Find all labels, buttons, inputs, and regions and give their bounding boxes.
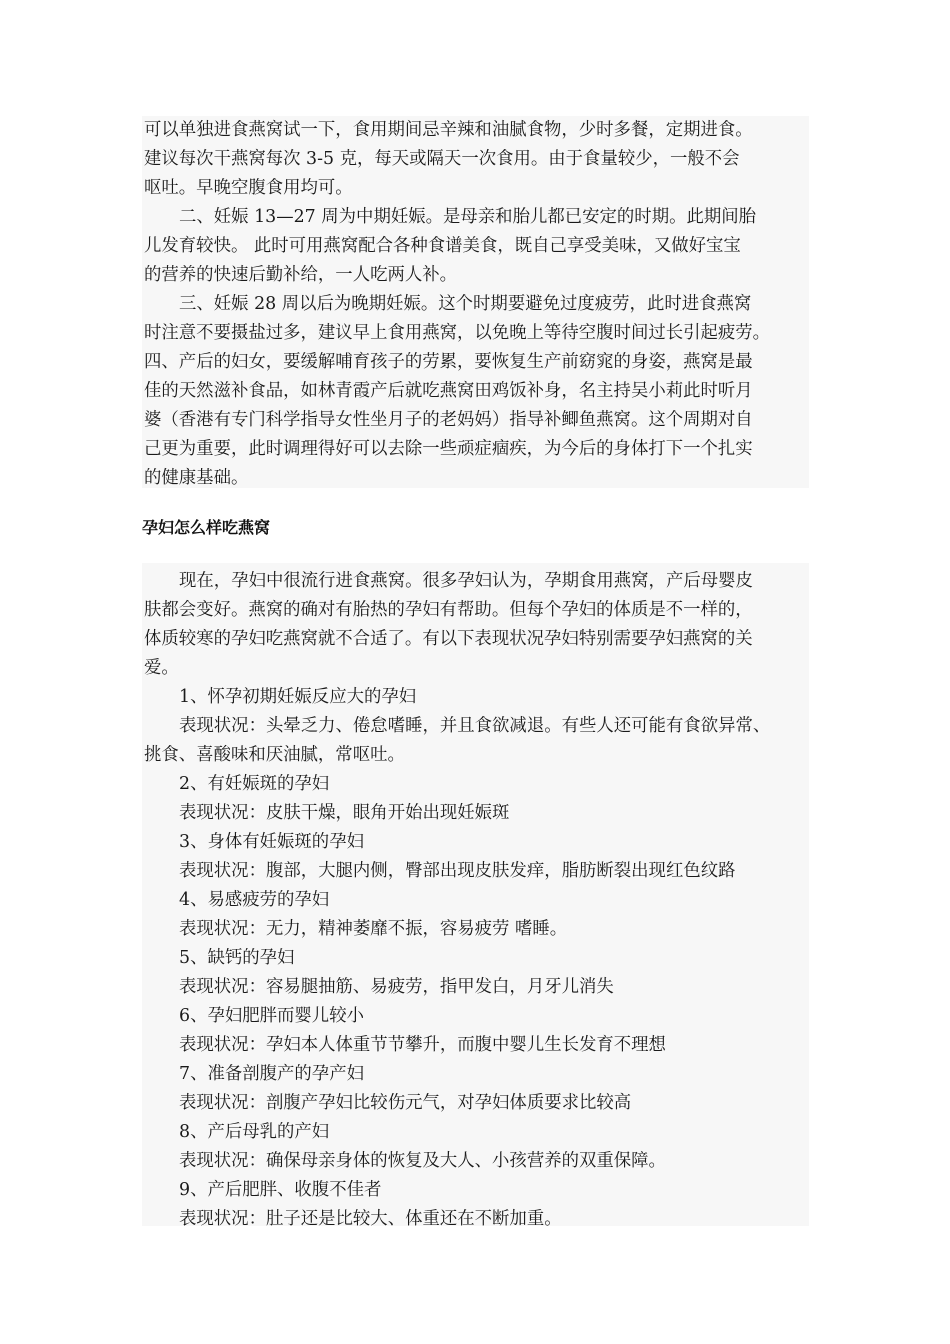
intro-line: 体质较寒的孕妇吃燕窝就不合适了。有以下表现状况孕妇特别需要孕妇燕窝的关 bbox=[144, 629, 753, 649]
paragraph-line: 可以单独进食燕窝试一下，食用期间忌辛辣和油腻食物，少时多餐，定期进食。 bbox=[144, 120, 753, 140]
list-item-detail: 表现状况：容易腿抽筋、易疲劳，指甲发白，月牙儿消失 bbox=[179, 977, 614, 997]
list-item-detail: 挑食、喜酸味和厌油腻，常呕吐。 bbox=[144, 745, 405, 765]
list-item-title: 8、产后母乳的产妇 bbox=[179, 1122, 330, 1142]
list-item-detail: 表现状况：肚子还是比较大、体重还在不断加重。 bbox=[179, 1209, 562, 1229]
paragraph-line: 佳的天然滋补食品，如林青霞产后就吃燕窝田鸡饭补身，名主持吴小莉此时听月 bbox=[144, 381, 753, 401]
article-block-top bbox=[142, 116, 809, 488]
list-item-title: 1、怀孕初期妊娠反应大的孕妇 bbox=[179, 687, 417, 707]
intro-line: 爱。 bbox=[144, 658, 179, 678]
paragraph-line: 的健康基础。 bbox=[144, 468, 249, 488]
list-item-title: 3、身体有妊娠斑的孕妇 bbox=[179, 832, 364, 852]
list-item-title: 7、准备剖腹产的孕产妇 bbox=[179, 1064, 364, 1084]
paragraph-line: 三、妊娠 28 周以后为晚期妊娠。这个时期要避免过度疲劳，此时进食燕窝 bbox=[179, 294, 752, 314]
list-item-title: 4、易感疲劳的孕妇 bbox=[179, 890, 330, 910]
paragraph-line: 儿发育较快。 此时可用燕窝配合各种食谱美食，既自己享受美味，又做好宝宝 bbox=[144, 236, 741, 256]
list-item-detail: 表现状况：剖腹产孕妇比较伤元气，对孕妇体质要求比较高 bbox=[179, 1093, 632, 1113]
paragraph-line: 时注意不要摄盐过多，建议早上食用燕窝，以免晚上等待空腹时间过长引起疲劳。 bbox=[144, 323, 771, 343]
paragraph-line: 四、产后的妇女，要缓解哺育孩子的劳累，要恢复生产前窈窕的身姿，燕窝是最 bbox=[144, 352, 753, 372]
intro-line: 现在，孕妇中很流行进食燕窝。很多孕妇认为，孕期食用燕窝，产后母婴皮 bbox=[179, 571, 753, 591]
list-item-detail: 表现状况：无力，精神萎靡不振，容易疲劳 嗜睡。 bbox=[179, 919, 568, 939]
list-item-detail: 表现状况：腹部，大腿内侧，臀部出现皮肤发痒，脂肪断裂出现红色纹路 bbox=[179, 861, 736, 881]
article-block-bottom bbox=[142, 563, 809, 1229]
paragraph-line: 呕吐。早晚空腹食用均可。 bbox=[144, 178, 353, 198]
paragraph-line: 婆（香港有专门科学指导女性坐月子的老妈妈）指导补鲫鱼燕窝。这个周期对自 bbox=[144, 410, 753, 430]
paragraph-line: 己更为重要，此时调理得好可以去除一些顽症痼疾，为今后的身体打下一个扎实 bbox=[144, 439, 753, 459]
list-item-detail: 表现状况：孕妇本人体重节节攀升，而腹中婴儿生长发育不理想 bbox=[179, 1035, 666, 1055]
paragraph-line: 的营养的快速后勤补给，一人吃两人补。 bbox=[144, 265, 458, 285]
intro-line: 肤都会变好。燕窝的确对有胎热的孕妇有帮助。但每个孕妇的体质是不一样的， bbox=[144, 600, 753, 620]
list-item-detail: 表现状况：皮肤干燥，眼角开始出现妊娠斑 bbox=[179, 803, 510, 823]
list-item-detail: 表现状况：头晕乏力、倦怠嗜睡，并且食欲减退。有些人还可能有食欲异常、 bbox=[179, 716, 771, 736]
section-heading: 孕妇怎么样吃燕窝 bbox=[142, 518, 271, 537]
list-item-title: 6、孕妇肥胖而婴儿较小 bbox=[179, 1006, 364, 1026]
paragraph-line: 建议每次干燕窝每次 3-5 克，每天或隔天一次食用。由于食量较少，一般不会 bbox=[144, 149, 740, 169]
list-item-title: 5、缺钙的孕妇 bbox=[179, 948, 295, 968]
list-item-detail: 表现状况：确保母亲身体的恢复及大人、小孩营养的双重保障。 bbox=[179, 1151, 666, 1171]
list-item-title: 9、产后肥胖、收腹不佳者 bbox=[179, 1180, 382, 1200]
list-item-title: 2、有妊娠斑的孕妇 bbox=[179, 774, 330, 794]
paragraph-line: 二、妊娠 13—27 周为中期妊娠。是母亲和胎儿都已安定的时期。此期间胎 bbox=[179, 207, 757, 227]
